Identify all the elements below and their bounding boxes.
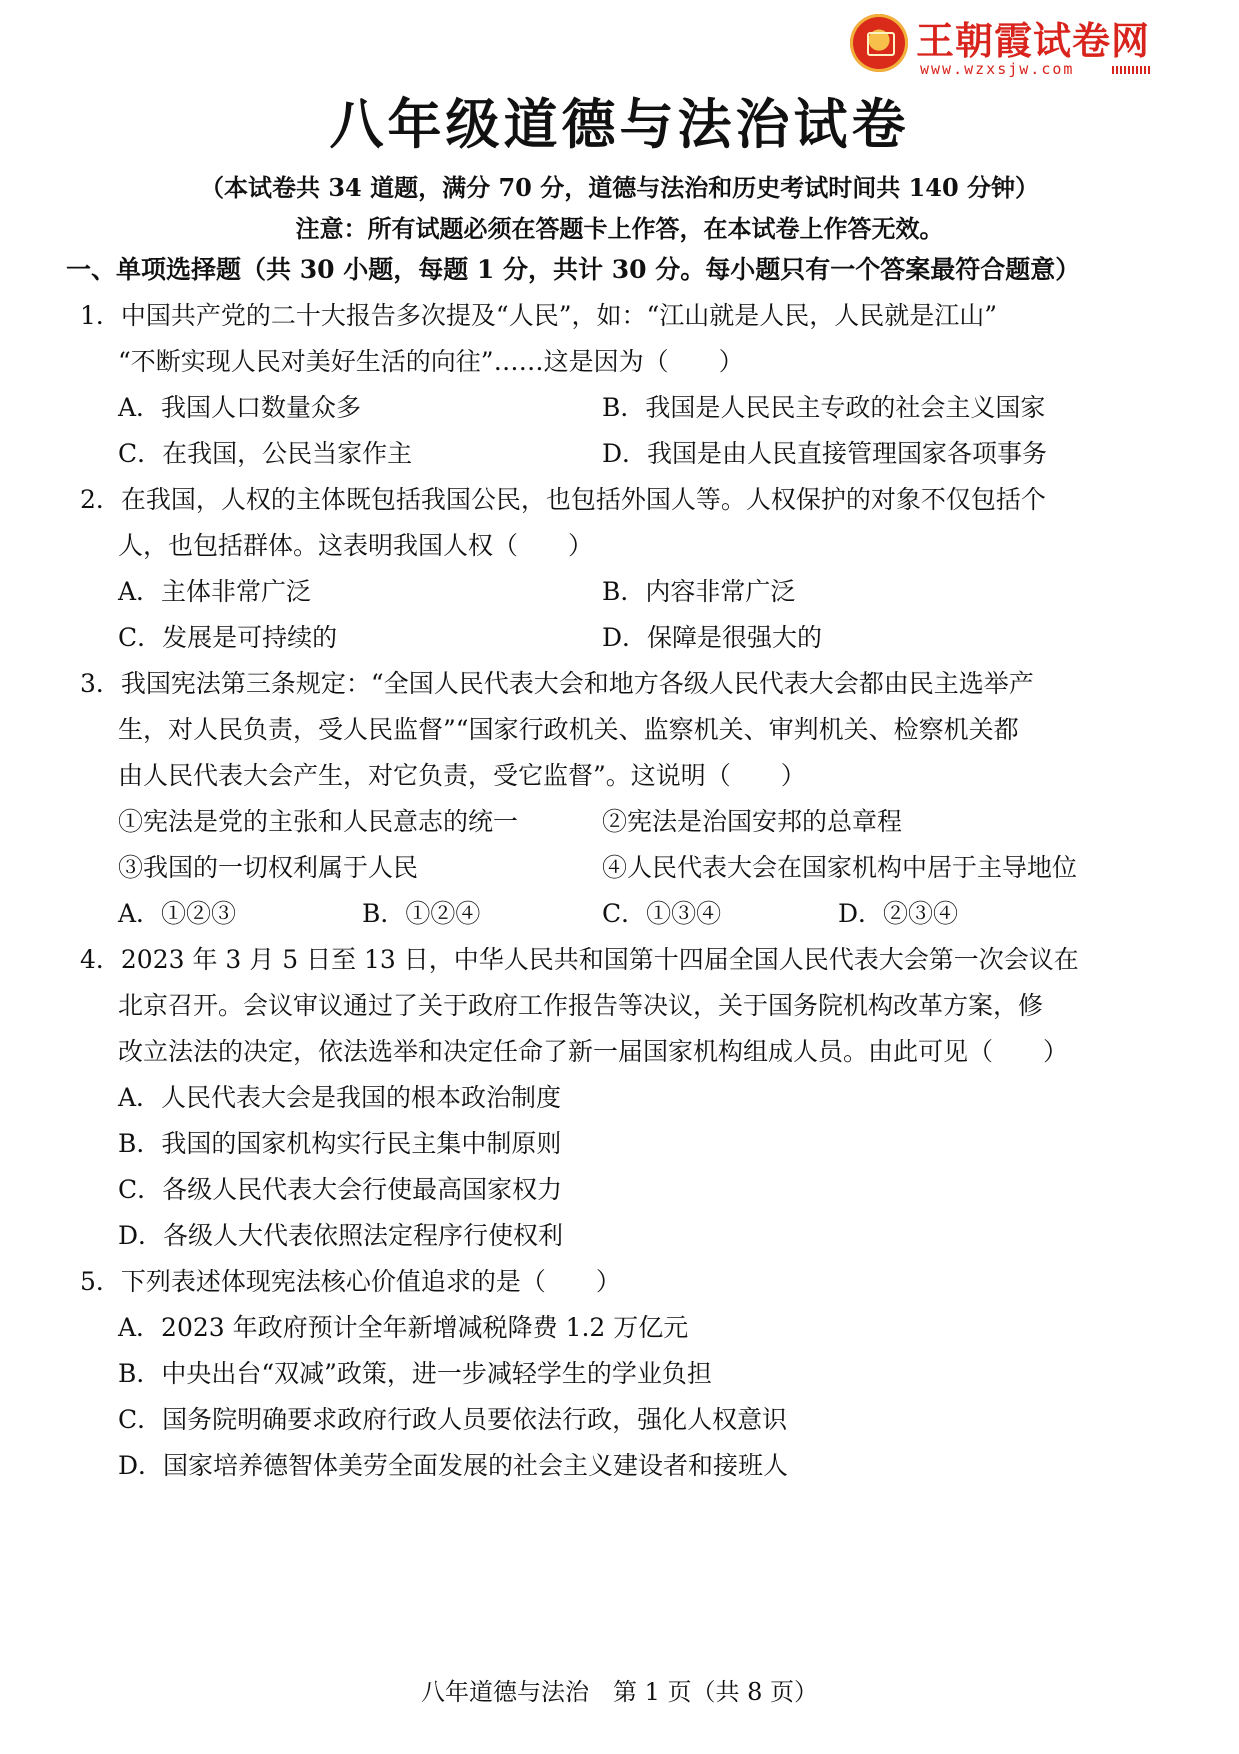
question-5-option-c: C．国务院明确要求政府行政人员要依法行政，强化人权意识 — [118, 1405, 788, 1434]
question-3-option-b: B．①②④ — [362, 899, 481, 928]
stripes-icon — [1112, 66, 1150, 74]
exam-info: （本试卷共 34 道题，满分 70 分，道德与法治和历史考试时间共 140 分钟） — [199, 173, 1040, 202]
question-3-statement-4: ④人民代表大会在国家机构中居于主导地位 — [602, 853, 1078, 882]
question-5-option-a: A．2023 年政府预计全年新增减税降费 1.2 万亿元 — [118, 1313, 689, 1342]
question-1-stem-cont: “不断实现人民对美好生活的向往”……这是因为（ ） — [118, 347, 744, 376]
question-4-stem-cont2: 改立法法的决定，依法选举和决定任命了新一届国家机构组成人员。由此可见（ ） — [118, 1037, 1069, 1066]
question-1-option-d: D．我国是由人民直接管理国家各项事务 — [602, 439, 1048, 468]
question-1-option-a: A．我国人口数量众多 — [118, 393, 362, 422]
question-3-stem: 3．我国宪法第三条规定：“全国人民代表大会和地方各级人民代表大会都由民主选举产 — [80, 669, 1034, 698]
question-2-option-b: B．内容非常广泛 — [602, 577, 796, 606]
question-3-option-a: A．①②③ — [118, 899, 237, 928]
question-3-stem-cont: 生，对人民负责，受人民监督”“国家行政机关、监察机关、审判机关、检察机关都 — [118, 715, 1019, 744]
question-4-option-b: B．我国的国家机构实行民主集中制原则 — [118, 1129, 562, 1158]
question-1-option-b: B．我国是人民民主专政的社会主义国家 — [602, 393, 1046, 422]
question-3-statement-3: ③我国的一切权利属于人民 — [118, 853, 419, 882]
section-heading: 一、单项选择题（共 30 小题，每题 1 分，共计 30 分。每小题只有一个答案最符合题意） — [66, 255, 1081, 284]
question-2-stem: 2．在我国，人权的主体既包括我国公民，也包括外国人等。人权保护的对象不仅包括个 — [80, 485, 1046, 514]
exam-notice: 注意：所有试题必须在答题卡上作答，在本试卷上作答无效。 — [295, 214, 944, 243]
question-5-stem: 5．下列表述体现宪法核心价值追求的是（ ） — [80, 1267, 621, 1296]
question-3-statement-2: ②宪法是治国安邦的总章程 — [602, 807, 903, 836]
logo-name: 王朝霞试卷网 — [916, 19, 1151, 63]
question-1-stem: 1．中国共产党的二十大报告多次提及“人民”，如：“江山就是人民，人民就是江山” — [80, 301, 998, 330]
question-3-statement-1: ①宪法是党的主张和人民意志的统一 — [118, 807, 519, 836]
question-4-option-d: D．各级人大代表依照法定程序行使权利 — [118, 1221, 564, 1250]
question-4-option-a: A．人民代表大会是我国的根本政治制度 — [118, 1083, 562, 1112]
question-2-stem-cont: 人，也包括群体。这表明我国人权（ ） — [118, 531, 594, 560]
question-4-option-c: C．各级人民代表大会行使最高国家权力 — [118, 1175, 563, 1204]
question-4-stem: 4．2023 年 3 月 5 日至 13 日，中华人民共和国第十四届全国人民代表大会第一次会议在 — [80, 945, 1079, 974]
question-4-stem-cont: 北京召开。会议审议通过了关于政府工作报告等决议，关于国务院机构改革方案，修 — [118, 991, 1044, 1020]
question-3-option-d: D．②③④ — [838, 899, 959, 928]
question-2-option-a: A．主体非常广泛 — [118, 577, 312, 606]
question-2-option-c: C．发展是可持续的 — [118, 623, 338, 652]
logo-url: www.wzxsjw.com — [920, 60, 1075, 78]
seal-icon — [850, 14, 908, 72]
question-5-option-d: D．国家培养德智体美劳全面发展的社会主义建设者和接班人 — [118, 1451, 789, 1480]
question-1-option-c: C．在我国，公民当家作主 — [118, 439, 413, 468]
question-3-option-c: C．①③④ — [602, 899, 722, 928]
page-title: 八年级道德与法治试卷 — [329, 92, 910, 156]
page-footer: 八年道德与法治 第 1 页（共 8 页） — [420, 1678, 819, 1706]
site-logo — [850, 10, 1170, 80]
question-5-option-b: B．中央出台“双减”政策，进一步减轻学生的学业负担 — [118, 1359, 712, 1388]
question-2-option-d: D．保障是很强大的 — [602, 623, 823, 652]
question-3-stem-cont2: 由人民代表大会产生，对它负责，受它监督”。这说明（ ） — [118, 761, 806, 790]
